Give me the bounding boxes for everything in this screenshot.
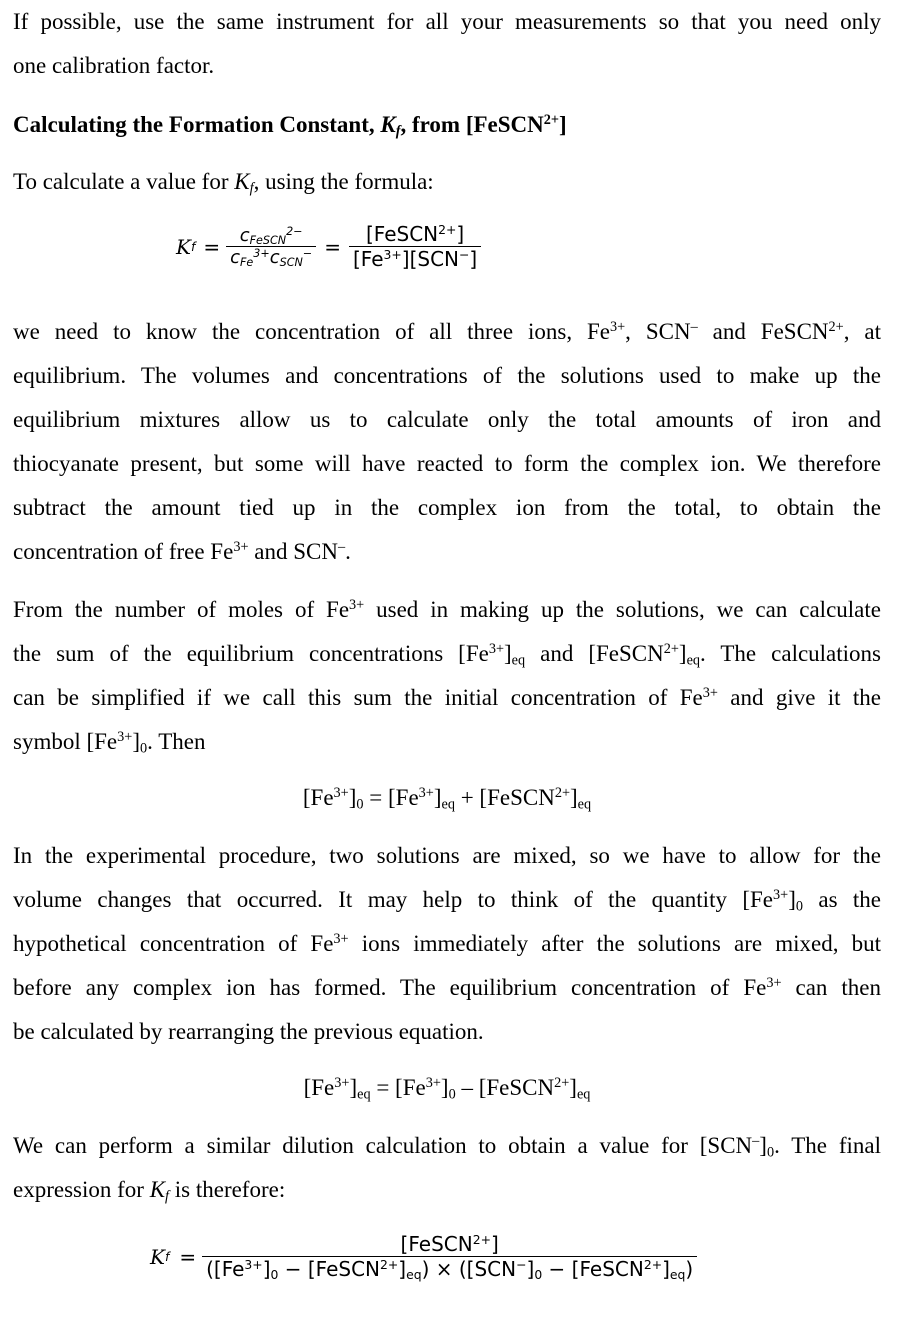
moles-paragraph: From the number of moles of $Fe^{3+}$ used in making up the solutions, we can calculate the sum of the equilibrium concentrations $[Fe^{3+}]_{eq}$ and $[FeSCN^{2+}]_{eq}$. The calculations can be simplified if we call this sum the initial concentration of $Fe^{3+}$ and give it the symbol $[Fe^{3+}]_0$. Then <box>13 597 881 757</box>
final-fraction: $\frac{[FeSCN^{2+}]}{([Fe^{3+}]_0 - [FeSCN^{2+}]_{eq}) \times ([SCN^-]_0 - [FeSCN^{2+}]_{eq})}$ <box>202 1232 697 1281</box>
final-formation-constant-equation: K f = $\frac{[FeSCN^{2+}]}{([Fe^{3+}]_0 - [FeSCN^{2+}]_{eq}) \times ([SCN^-]_0 - [FeSCN^{2+}]_{eq})}$ <box>150 1232 697 1281</box>
procedure-paragraph: In the experimental procedure, two solutions are mixed, so we have to allow for the volume changes that occurred. It may help to think of the quantity $[Fe^{3+}]_0$ as the hypothetical concentration of $Fe^{3+}$ ions immediately after the solutions are mixed, but before any complex ion has formed. The equilibrium concentration of $Fe^{3+}$ can then be calculated by rearranging the previous equation. <box>13 843 882 1044</box>
intro-paragraph <box>13 0 881 88</box>
formation-constant-equation: K f = $\frac{c_{FeSCN}^{2-}}{c_{Fe}^{3+}c_{SCN}^-}$ = $\frac{[FeSCN^{2+}]}{[Fe^{3+}][SCN^-]}$ <box>176 222 481 271</box>
equilibrium-concentration-equation: $[Fe^{3+}]_{eq} = [Fe^{3+}]_0$ – $[FeSCN^{2+}]_{eq}$ <box>303 1075 591 1103</box>
section-heading: Calculating the Formation Constant, $K_f$, from [FeSCN$^{2+}$] <box>13 112 567 140</box>
concentration-paragraph: we need to know the concentration of all three ions, $Fe^{3+}$, SCN– and FeSCN$^{2+}$, at equilibrium. The volumes and concentrations of the solutions used to make up the equilibrium mixtures allow us to calculate only the total amounts of iron and thiocyanate present, but some will have reacted to form the complex ion. We therefore subtract the amount tied up in the complex ion from the total, to obtain the concentration of free $Fe^{3+}$ and SCN–. <box>13 319 881 564</box>
bracket-fraction: $\frac{[FeSCN^{2+}]}{[Fe^{3+}][SCN^-]}$ <box>349 222 481 271</box>
formula-intro: To calculate a value for $K_f$, using the formula: <box>13 169 434 197</box>
initial-concentration-equation: $[Fe^{3+}]_0 = [Fe^{3+}]_{eq}$ + $[FeSCN^{2+}]_{eq}$ <box>302 785 592 813</box>
text-line: one calibration factor. <box>13 53 215 78</box>
final-expression-paragraph: We can perform a similar dilution calculation to obtain a value for $[SCN^-]_0$. The final expression for $K_f$ is therefore: <box>13 1133 881 1205</box>
concentration-fraction: $\frac{c_{FeSCN}^{2-}}{c_{Fe}^{3+}c_{SCN}^-}$ <box>226 225 316 268</box>
text-line: If possible, use the same instrument for all your measurements so that you need only <box>13 9 881 34</box>
